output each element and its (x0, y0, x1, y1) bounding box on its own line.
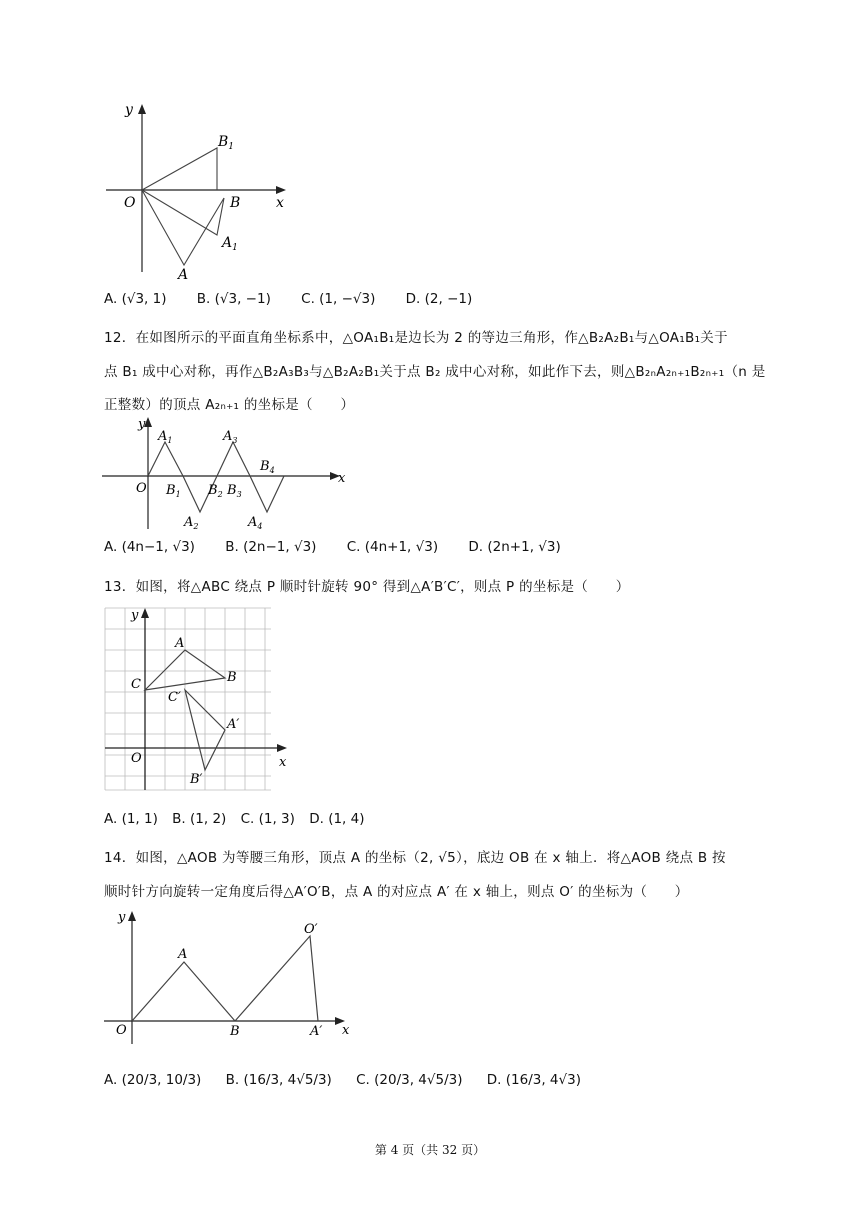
q12-text-3: 正整数）的顶点 A₂ₙ₊₁ 的坐标是（ ） (104, 397, 355, 413)
q12-option-c[interactable]: C. (4n+1, √3) (346, 539, 439, 555)
q13-option-b[interactable]: B. (1, 2) (172, 811, 227, 827)
q12-text-1: 12．在如图所示的平面直角坐标系中，△OA₁B₁是边长为 2 的等边三角形，作△B₂A₂B₁与△OA₁B₁关于 (104, 330, 728, 346)
page-footer: 第 4 页（共 32 页） (374, 1143, 486, 1157)
q13-b-label: B (227, 670, 237, 685)
q14-ap-label: A′ (310, 1024, 323, 1039)
q12-a2-label: $A_2$ (184, 515, 199, 531)
q12-x-label: x (338, 471, 346, 486)
q13-figure (103, 606, 293, 792)
q11-o-label: O (124, 195, 136, 211)
q13-cp-label: C′ (168, 690, 181, 705)
q13-option-c[interactable]: C. (1, 3) (240, 811, 295, 827)
q11-option-b[interactable]: B. (√3, −1) (196, 291, 271, 307)
q11-a-label: A (178, 267, 189, 280)
q11-a1-label: $A_1$ (222, 235, 238, 253)
q14-option-c[interactable]: C. (20/3, 4√5/3) (356, 1072, 463, 1088)
q14-text-2: 顺时针方向旋转一定角度后得△A′O′B，点 A 的对应点 A′ 在 x 轴上，则点 O′ 的坐标为（ ） (104, 884, 689, 900)
q13-c-label: C (131, 677, 141, 692)
q12-option-b[interactable]: B. (2n−1, √3) (225, 539, 317, 555)
q14-figure (102, 906, 362, 1046)
q12-a4-label: $A_4$ (248, 515, 263, 531)
q11-option-d[interactable]: D. (2, −1) (405, 291, 473, 307)
q14-o-label: O (116, 1023, 127, 1038)
q11-option-c[interactable]: C. (1, −√3) (301, 291, 376, 307)
q14-options (104, 1072, 601, 1088)
q13-x-label: x (279, 755, 287, 770)
q14-b-label: B (230, 1024, 240, 1039)
q11-x-label: x (276, 195, 284, 211)
q11-b1-label: $B_1$ (218, 134, 235, 152)
q13-options (104, 811, 375, 827)
q12-a3-label: $A_3$ (223, 429, 238, 445)
q12-b4-label: $B_4$ (260, 459, 275, 475)
q14-y-label: y (118, 910, 126, 925)
q11-option-a[interactable]: A. (√3, 1) (104, 291, 167, 307)
q14-x-label: x (342, 1023, 350, 1038)
q12-figure (100, 414, 350, 534)
q12-option-d[interactable]: D. (2n+1, √3) (468, 539, 561, 555)
q13-a-label: A (175, 636, 185, 651)
q13-o-label: O (131, 751, 142, 766)
q12-b2-label: $B_2$ (208, 483, 223, 499)
q14-option-b[interactable]: B. (16/3, 4√5/3) (225, 1072, 332, 1088)
q12-o-label: O (136, 481, 147, 496)
q12-b3-label: $B_3$ (227, 483, 242, 499)
q13-bp-label: B′ (190, 772, 203, 787)
q12-y-label: y (138, 417, 146, 432)
q11-figure (102, 100, 292, 280)
q12-text-2: 点 B₁ 成中心对称，再作△B₂A₃B₃与△B₂A₂B₁关于点 B₂ 成中心对称，如此作下去，则△B₂ₙA₂ₙ₊₁B₂ₙ₊₁（n 是 (104, 364, 766, 380)
q14-option-d[interactable]: D. (16/3, 4√3) (486, 1072, 581, 1088)
q13-option-d[interactable]: D. (1, 4) (309, 811, 365, 827)
q13-option-a[interactable]: A. (1, 1) (104, 811, 158, 827)
q14-text-1: 14．如图，△AOB 为等腰三角形，顶点 A 的坐标（2, √5），底边 OB 在 x 轴上．将△AOB 绕点 B 按 (104, 850, 726, 866)
q13-ap-label: A′ (227, 717, 240, 732)
q13-text-1: 13．如图，将△ABC 绕点 P 顺时针旋转 90° 得到△A′B′C′，则点 P 的坐标是（ ） (104, 579, 630, 595)
q11-y-label: y (125, 102, 133, 118)
q13-y-label: y (131, 608, 139, 623)
q14-op-label: O′ (304, 922, 318, 937)
q12-a1-label: $A_1$ (158, 429, 173, 445)
q12-b1-label: $B_1$ (166, 483, 181, 499)
q12-option-a[interactable]: A. (4n−1, √3) (104, 539, 195, 555)
q14-a-label: A (178, 947, 188, 962)
q11-b-label: B (230, 195, 241, 211)
q14-option-a[interactable]: A. (20/3, 10/3) (104, 1072, 202, 1088)
q11-options (104, 291, 498, 307)
q12-options (104, 539, 587, 555)
